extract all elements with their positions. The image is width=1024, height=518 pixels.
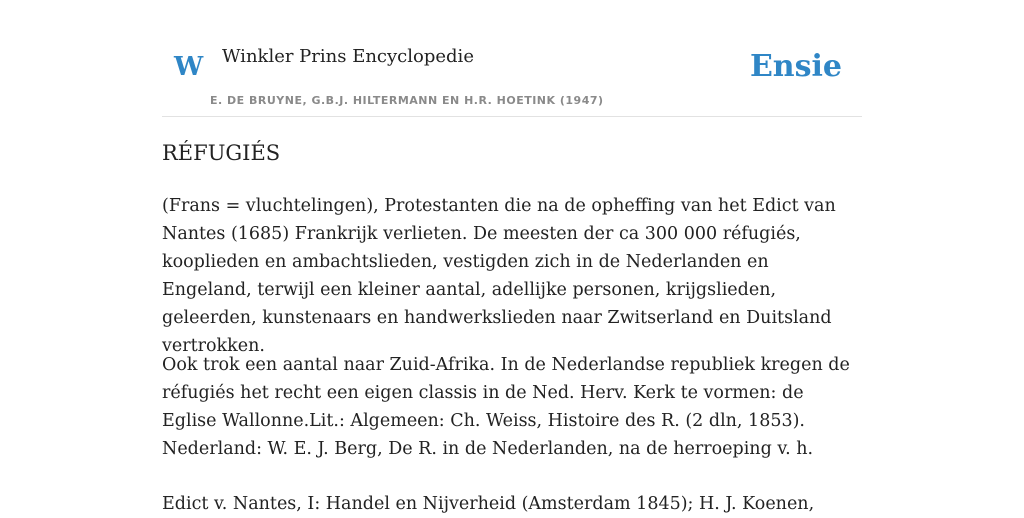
header: [162, 0, 862, 117]
ensie-brand-link[interactable]: Ensie: [749, 49, 842, 84]
entry-title: RÉFUGIÉS: [162, 141, 281, 165]
page-container: [162, 0, 862, 512]
entry-paragraph: Ook trok een aantal naar Zuid-Afrika. In de Nederlandse republiek kregen de réfugiés het recht een eigen classis in de Ned. Herv. Kerk te vormen: de Eglise Wallonne.Lit.: Algemeen: Ch. Weiss, Histoire des R. (2 dln, 1853). Nederland: W. E. J. Berg, De R. in de Nederlanden, na de herroeping v. h.: [162, 355, 850, 459]
entry-paragraph: (Frans = vluchtelingen), Protestanten die na de opheffing van het Edict van Nantes (1685) Frankrijk verlieten. De meesten der ca 300 000 réfugiés, kooplieden en ambachtslieden, vestigden zich in de Nederlanden en Engeland, terwijl een kleiner aantal, adellijke personen, krijgslieden, geleerden, kunstenaars en handwerkslieden naar Zwitserland en Duitsland vertrokken.: [162, 196, 836, 356]
publication-title[interactable]: Winkler Prins Encyclopedie: [222, 46, 474, 67]
winkler-prins-logo-icon[interactable]: W: [174, 52, 204, 82]
entry-paragraph: Edict v. Nantes, I: Handel en Nijverheid (Amsterdam 1845); H. J. Koenen,: [162, 494, 815, 514]
publication-authors: E. DE BRUYNE, G.B.J. HILTERMANN EN H.R. HOETINK (1947): [210, 94, 604, 107]
